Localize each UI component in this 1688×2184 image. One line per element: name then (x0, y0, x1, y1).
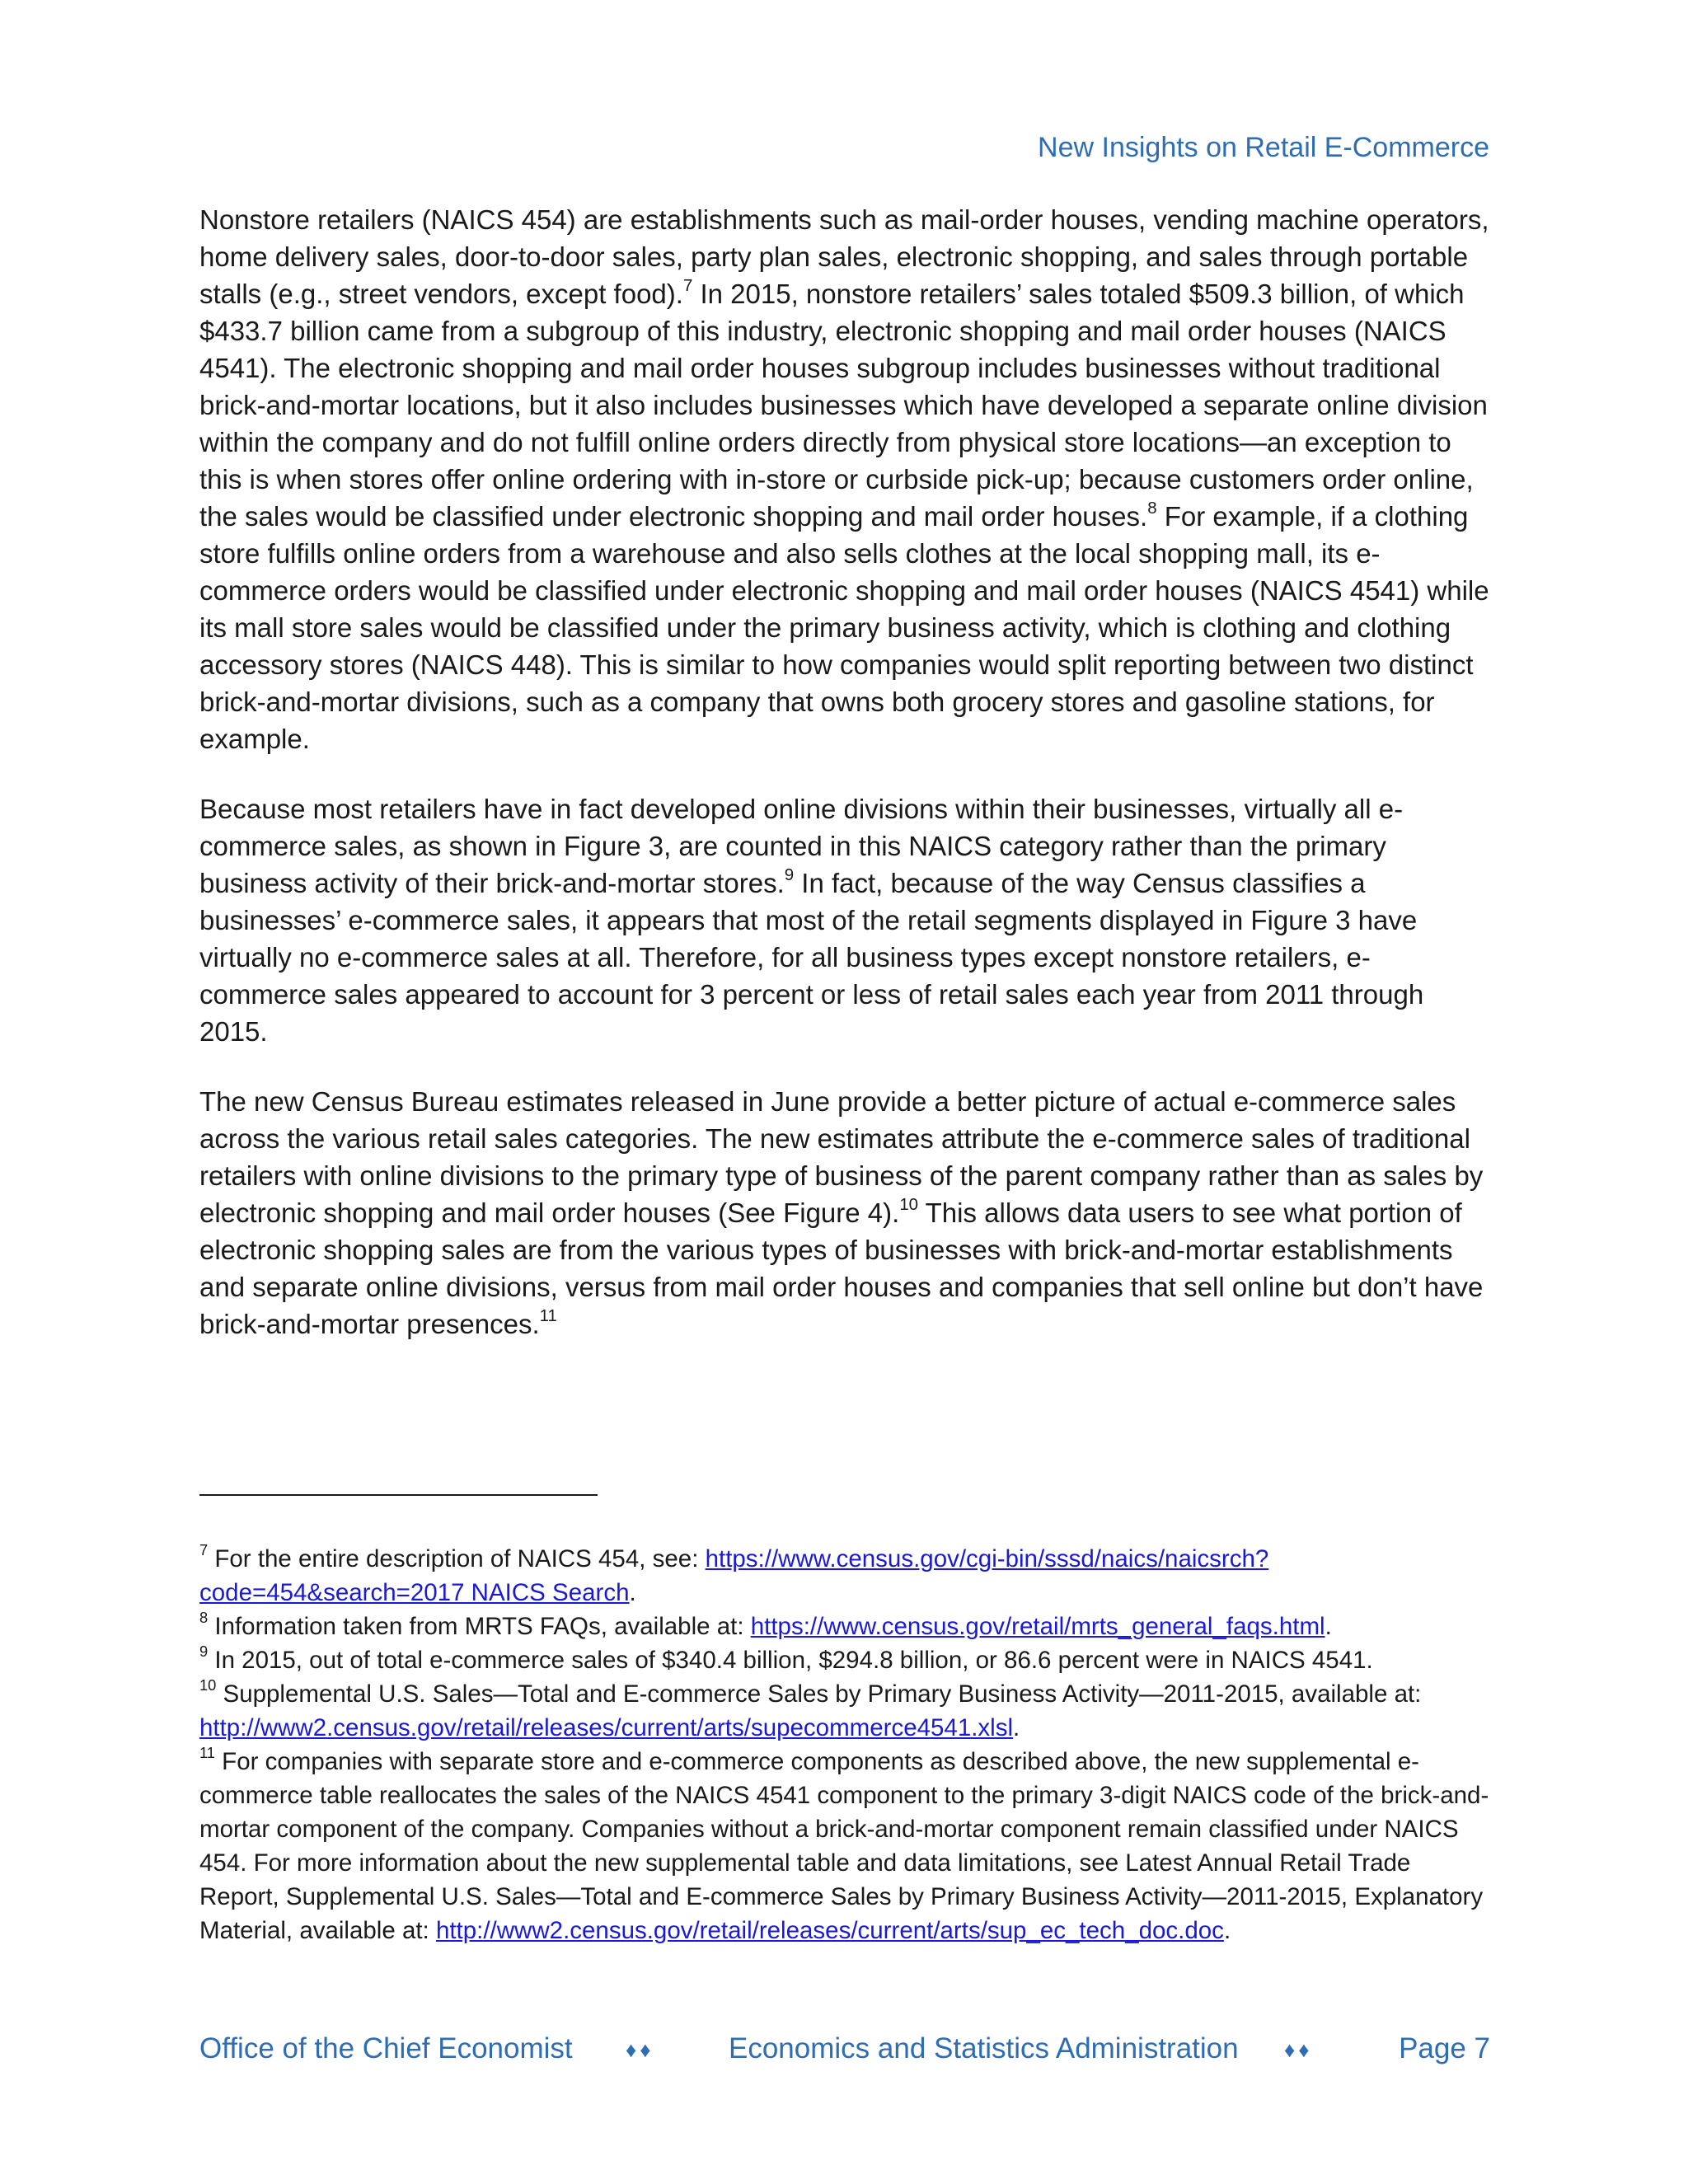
footnotes (199, 1542, 1490, 1947)
paragraph-text: This allows data users to see what portion of electronic shopping sales are from the various types of businesses with brick-and-mortar establishments and separate online divisions, versus from mail order houses and companies that sell online but don’t have brick-and-mortar presences. (199, 1197, 1484, 1339)
footnote-number: 7 (199, 1541, 209, 1559)
footnote-end: . (1013, 1714, 1020, 1741)
footnote-divider (199, 1494, 598, 1496)
footnote-text: In 2015, out of total e-commerce sales of $340.4 billion, $294.8 billion, or 86.6 percent were in NAICS 4541. (208, 1647, 1373, 1674)
footnote-link[interactable]: https://www.census.gov/retail/mrts_general_faqs.html (750, 1613, 1325, 1640)
footer-diamond-separator-icon: ♦♦ (626, 2037, 654, 2062)
footnote-ref-7[interactable]: 7 (682, 275, 693, 295)
footnote-number: 9 (199, 1643, 209, 1661)
paragraph-nonstore-retailers (199, 201, 1490, 757)
paragraph-text: Because most retailers have in fact developed online divisions within their businesses, virtually all e-commerce sales, as shown in Figure 3, are counted in this NAICS category rather than the primary business activity of their brick-and-mortar stores. (199, 794, 1404, 898)
footnote-text: Supplemental U.S. Sales—Total and E-commerce Sales by Primary Business Activity—2011-2015, available at: (216, 1680, 1422, 1708)
paragraph-online-divisions (199, 790, 1490, 1050)
footer-agency: Economics and Statistics Administration (729, 2032, 1239, 2064)
page-footer (199, 2032, 1490, 2069)
footnote-10 (199, 1677, 1490, 1745)
footer-diamond-separator-icon: ♦♦ (1284, 2037, 1313, 2062)
footnote-9 (199, 1643, 1490, 1677)
footnote-text: For companies with separate store and e-commerce components as described above, the new supplemental e-commerce table reallocates the sales of the NAICS 4541 component to the primary 3-digit NAICS code of the brick-and-mortar component of the company. Companies without a brick-and-mortar component remain classified under NAICS 454. For more information about the new supplemental table and data limitations, see Latest Annual Retail Trade Report, Supplemental U.S. Sales—Total and E-commerce Sales by Primary Business Activity—2011-2015, Explanatory Material, available at: (199, 1748, 1489, 1944)
footnote-number: 11 (199, 1744, 215, 1762)
footnote-end: . (629, 1579, 636, 1606)
paragraph-new-estimates (199, 1083, 1490, 1343)
footnote-ref-8[interactable]: 8 (1147, 498, 1157, 518)
footnote-link[interactable]: http://www2.census.gov/retail/releases/current/arts/supecommerce4541.xlsl (199, 1714, 1014, 1741)
footnote-link[interactable]: https://www.census.gov/cgi-bin/sssd/naics/naicsrch?code=454&search=2017 NAICS Search (199, 1545, 1269, 1606)
footnote-11 (199, 1745, 1490, 1947)
paragraph-text: In 2015, nonstore retailers’ sales totaled $509.3 billion, of which $433.7 billion came from a subgroup of this industry, electronic shopping and mail order houses (NAICS 4541). The electronic shopping and mail order houses subgroup includes businesses without traditional brick-and-mortar locations, but it also includes businesses which have developed a separate online division within the company and do not fulfill online orders directly from physical store locations—an exception to this is when stores offer online ordering with in-store or curbside pick-up; because customers order online, the sales would be classified under electronic shopping and mail order houses. (199, 279, 1488, 532)
footnote-ref-10[interactable]: 10 (899, 1194, 919, 1214)
paragraph-text: The new Census Bureau estimates released in June provide a better picture of actual e-commerce sales across the various retail sales categories. The new estimates attribute the e-commerce sales of traditional retailers with online divisions to the primary type of business of the parent company rather than as sales by electronic shopping and mail order houses (See Figure 4). (199, 1086, 1484, 1228)
footnote-7 (199, 1542, 1490, 1610)
footnote-end: . (1223, 1917, 1231, 1944)
paragraph-text: Nonstore retailers (NAICS 454) are establishments such as mail-order houses, vending machine operators, home delivery sales, door-to-door sales, party plan sales, electronic shopping, and sales through portable stalls (e.g., street vendors, except food). (199, 204, 1489, 309)
footnote-end: . (1325, 1613, 1332, 1640)
paragraph-text: In fact, because of the way Census classifies a businesses’ e-commerce sales, it appears that most of the retail segments displayed in Figure 3 have virtually no e-commerce sales at all. Therefore, for all business types except nonstore retailers, e-commerce sales appeared to account for 3 percent or less of retail sales each year from 2011 through 2015. (199, 868, 1424, 1047)
footnote-8 (199, 1610, 1490, 1643)
main-content (199, 201, 1490, 1376)
page-number: Page 7 (1399, 2032, 1490, 2064)
footnote-ref-9[interactable]: 9 (784, 865, 795, 884)
footnote-number: 10 (199, 1676, 217, 1694)
footnote-link[interactable]: http://www2.census.gov/retail/releases/current/arts/sup_ec_tech_doc.doc (435, 1917, 1224, 1944)
footnote-text: Information taken from MRTS FAQs, available at: (208, 1613, 751, 1640)
footnote-ref-11[interactable]: 11 (539, 1305, 557, 1325)
footer-office: Office of the Chief Economist (199, 2032, 573, 2064)
paragraph-text: For example, if a clothing store fulfills online orders from a warehouse and also sells clothes at the local shopping mall, its e-commerce orders would be classified under electronic shopping and mail order houses (NAICS 4541) while its mall store sales would be classified under the primary business activity, which is clothing and clothing accessory stores (NAICS 448). This is similar to how companies would split reporting between two distinct brick-and-mortar divisions, such as a company that owns both grocery stores and gasoline stations, for example. (199, 501, 1489, 754)
footnote-text: For the entire description of NAICS 454, see: (208, 1545, 706, 1572)
running-header: New Insights on Retail E-Commerce (1038, 132, 1489, 163)
footnote-number: 8 (199, 1609, 209, 1627)
